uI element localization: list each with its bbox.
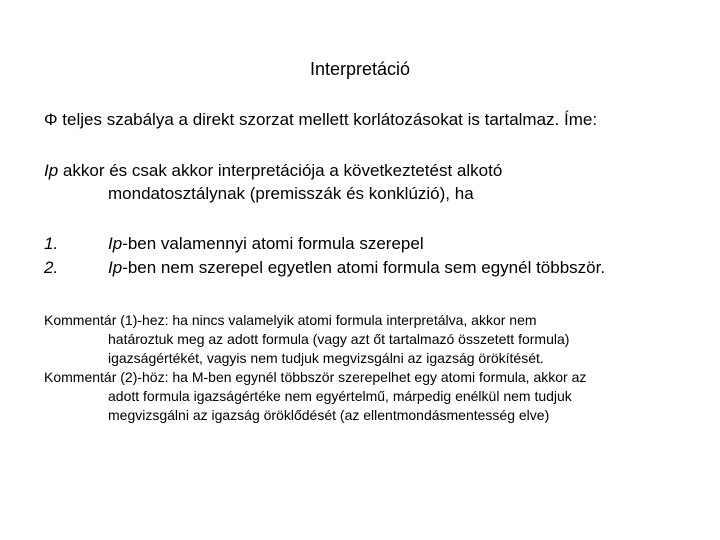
comment-2	[44, 368, 684, 425]
comment-1	[44, 311, 684, 368]
commentary-section	[44, 311, 684, 425]
condition-item-2	[44, 256, 704, 280]
condition-text-rest: -ben nem szerepel egyetlen atomi formula sem egynél többször.	[122, 258, 606, 277]
comment-1-line-3: igazságértékét, vagyis nem tudjuk megvizsgálni az igazság örökítését.	[108, 350, 544, 366]
ip-symbol: Ip	[108, 234, 123, 253]
comment-1-line-2: határoztuk meg az adott formula (vagy azt őt tartalmazó összetett formula)	[108, 331, 570, 347]
definition-line-2: mondatosztálynak (premisszák és konklúzió), ha	[108, 184, 474, 203]
conditions-list	[44, 232, 704, 280]
ip-symbol: Ip	[44, 161, 59, 180]
definition-paragraph	[44, 159, 684, 205]
ip-symbol: Ip	[108, 258, 123, 277]
definition-line-1	[44, 159, 684, 182]
comment-2-line-2: adott formula igazságértéke nem egyértelmű, márpedig enélkül nem tudjuk	[108, 388, 572, 404]
condition-text-rest: -ben valamennyi atomi formula szerepel	[122, 234, 424, 253]
comment-2-line-1: Kommentár (2)-höz: ha M-ben egynél többször szerepelhet egy atomi formula, akkor az	[44, 369, 587, 385]
comment-1-line-1: Kommentár (1)-hez: ha nincs valamelyik atomi formula interpretálva, akkor nem	[44, 312, 537, 328]
condition-text	[108, 232, 424, 256]
comment-2-line-3: megvizsgálni az igazság öröklődését (az ellentmondásmentesség elve)	[108, 407, 550, 423]
definition-line-1-text: akkor és csak akkor interpretációja a következtetést alkotó	[58, 161, 503, 180]
slide-title: Interpretáció	[309, 59, 411, 79]
condition-number: 2.	[44, 258, 59, 277]
condition-number: 1.	[44, 234, 59, 253]
condition-text	[108, 256, 605, 280]
intro-text: Φ teljes szabálya a direkt szorzat mellett korlátozásokat is tartalmaz. Íme:	[44, 110, 598, 129]
condition-item-1	[44, 232, 704, 256]
